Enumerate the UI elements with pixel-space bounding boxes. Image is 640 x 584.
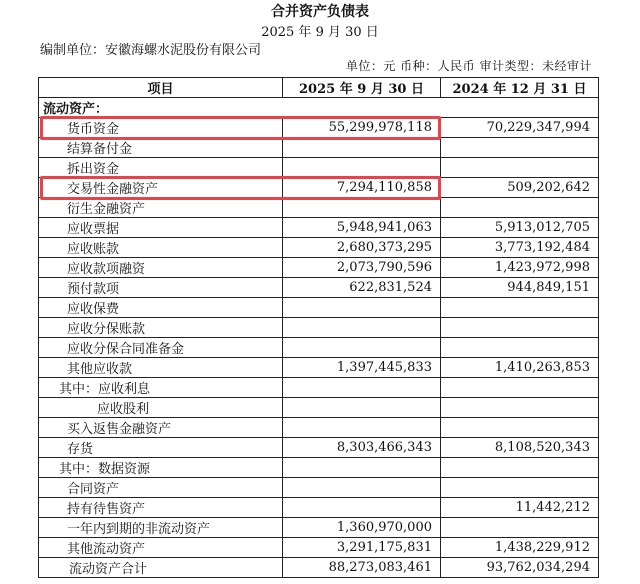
value-current: [283, 138, 441, 158]
value-prior: [441, 518, 599, 538]
table-header-row: [39, 78, 599, 98]
header-item: 项目: [39, 78, 283, 98]
row-label: 应收分保合同准备金: [39, 338, 283, 358]
value-prior: [441, 198, 599, 218]
row-label: 其他应收款: [39, 358, 283, 378]
value-prior: 93,762,034,294: [441, 558, 599, 578]
table-row: [39, 418, 599, 438]
value-current: 55,299,978,118: [283, 118, 441, 138]
table-row: [39, 458, 599, 478]
balance-sheet-table: [38, 77, 599, 578]
value-prior: 5,913,012,705: [441, 218, 599, 238]
value-current: 8,303,466,343: [283, 438, 441, 458]
table-row: [39, 378, 599, 398]
value-prior: 509,202,642: [441, 178, 599, 198]
value-current: 1,360,970,000: [283, 518, 441, 538]
value-current: [283, 298, 441, 318]
value-current: 7,294,110,858: [283, 178, 441, 198]
value-prior: [441, 138, 599, 158]
value-prior: [441, 458, 599, 478]
value-current: 1,397,445,833: [283, 358, 441, 378]
table-row: [39, 238, 599, 258]
preparer-unit: 编制单位：安徽海螺水泥股份有限公司: [40, 43, 262, 58]
table-row: [39, 158, 599, 178]
row-label: 一年内到期的非流动资产: [39, 518, 283, 538]
row-label: 存货: [39, 438, 283, 458]
value-prior: 944,849,151: [441, 278, 599, 298]
row-label: 合同资产: [39, 478, 283, 498]
value-current: [283, 378, 441, 398]
value-prior: [441, 378, 599, 398]
header-current: 2025 年 9 月 30 日: [283, 78, 441, 98]
table-row: [39, 498, 599, 518]
table-row: [39, 298, 599, 318]
value-prior: [441, 418, 599, 438]
table-row: [39, 138, 599, 158]
table-row: [39, 438, 599, 458]
table-row: [39, 478, 599, 498]
value-prior: [441, 398, 599, 418]
section-label: 流动资产：: [39, 98, 599, 118]
statement-date: 2025 年 9 月 30 日: [261, 25, 379, 40]
value-prior: [441, 158, 599, 178]
value-current: [283, 318, 441, 338]
header-prior: 2024 年 12 月 31 日: [441, 78, 599, 98]
table-row: [39, 278, 599, 298]
row-label: 应收股利: [39, 398, 283, 418]
row-label: 货币资金: [39, 118, 283, 138]
value-prior: [441, 318, 599, 338]
value-current: [283, 478, 441, 498]
row-label: 应收票据: [39, 218, 283, 238]
row-label: 交易性金融资产: [39, 178, 283, 198]
row-label: 持有待售资产: [39, 498, 283, 518]
section-row: [39, 98, 599, 118]
value-prior: [441, 478, 599, 498]
value-prior: [441, 298, 599, 318]
value-current: [283, 198, 441, 218]
statement-title: 合并资产负债表: [271, 4, 369, 20]
value-current: 88,273,083,461: [283, 558, 441, 578]
value-prior: 11,442,212: [441, 498, 599, 518]
value-prior: [441, 338, 599, 358]
highlight-trading-assets: [40, 176, 441, 200]
value-prior: 3,773,192,484: [441, 238, 599, 258]
currency-audit-info: 单位：元 币种：人民币 审计类型：未经审计: [345, 59, 592, 73]
value-prior: 1,438,229,912: [441, 538, 599, 558]
row-label: 预付款项: [39, 278, 283, 298]
table-row: [39, 338, 599, 358]
table-row: [39, 218, 599, 238]
value-current: 5,948,941,063: [283, 218, 441, 238]
row-label: 衍生金融资产: [39, 198, 283, 218]
row-label: 买入返售金融资产: [39, 418, 283, 438]
value-current: 622,831,524: [283, 278, 441, 298]
value-prior: 1,410,263,853: [441, 358, 599, 378]
value-prior: 70,229,347,994: [441, 118, 599, 138]
row-label: 其他流动资产: [39, 538, 283, 558]
highlight-cash: [40, 116, 441, 140]
table-row: [39, 518, 599, 538]
table-row: [39, 198, 599, 218]
value-current: [283, 338, 441, 358]
row-label: 流动资产合计: [39, 558, 283, 578]
table-row: [39, 258, 599, 278]
row-label: 应收账款: [39, 238, 283, 258]
row-label: 其中：应收利息: [39, 378, 283, 398]
row-label: 应收保费: [39, 298, 283, 318]
table-row: [39, 558, 599, 578]
value-current: [283, 158, 441, 178]
row-label: 拆出资金: [39, 158, 283, 178]
value-current: [283, 398, 441, 418]
row-label: 应收分保账款: [39, 318, 283, 338]
row-label: 结算备付金: [39, 138, 283, 158]
row-label: 应收款项融资: [39, 258, 283, 278]
value-current: [283, 498, 441, 518]
value-current: [283, 458, 441, 478]
value-current: 2,680,373,295: [283, 238, 441, 258]
value-prior: 1,423,972,998: [441, 258, 599, 278]
value-current: [283, 418, 441, 438]
row-label: 其中：数据资源: [39, 458, 283, 478]
table-row: [39, 398, 599, 418]
value-prior: 8,108,520,343: [441, 438, 599, 458]
table-row: [39, 538, 599, 558]
value-current: 3,291,175,831: [283, 538, 441, 558]
table-row: [39, 358, 599, 378]
value-current: 2,073,790,596: [283, 258, 441, 278]
table-row: [39, 318, 599, 338]
